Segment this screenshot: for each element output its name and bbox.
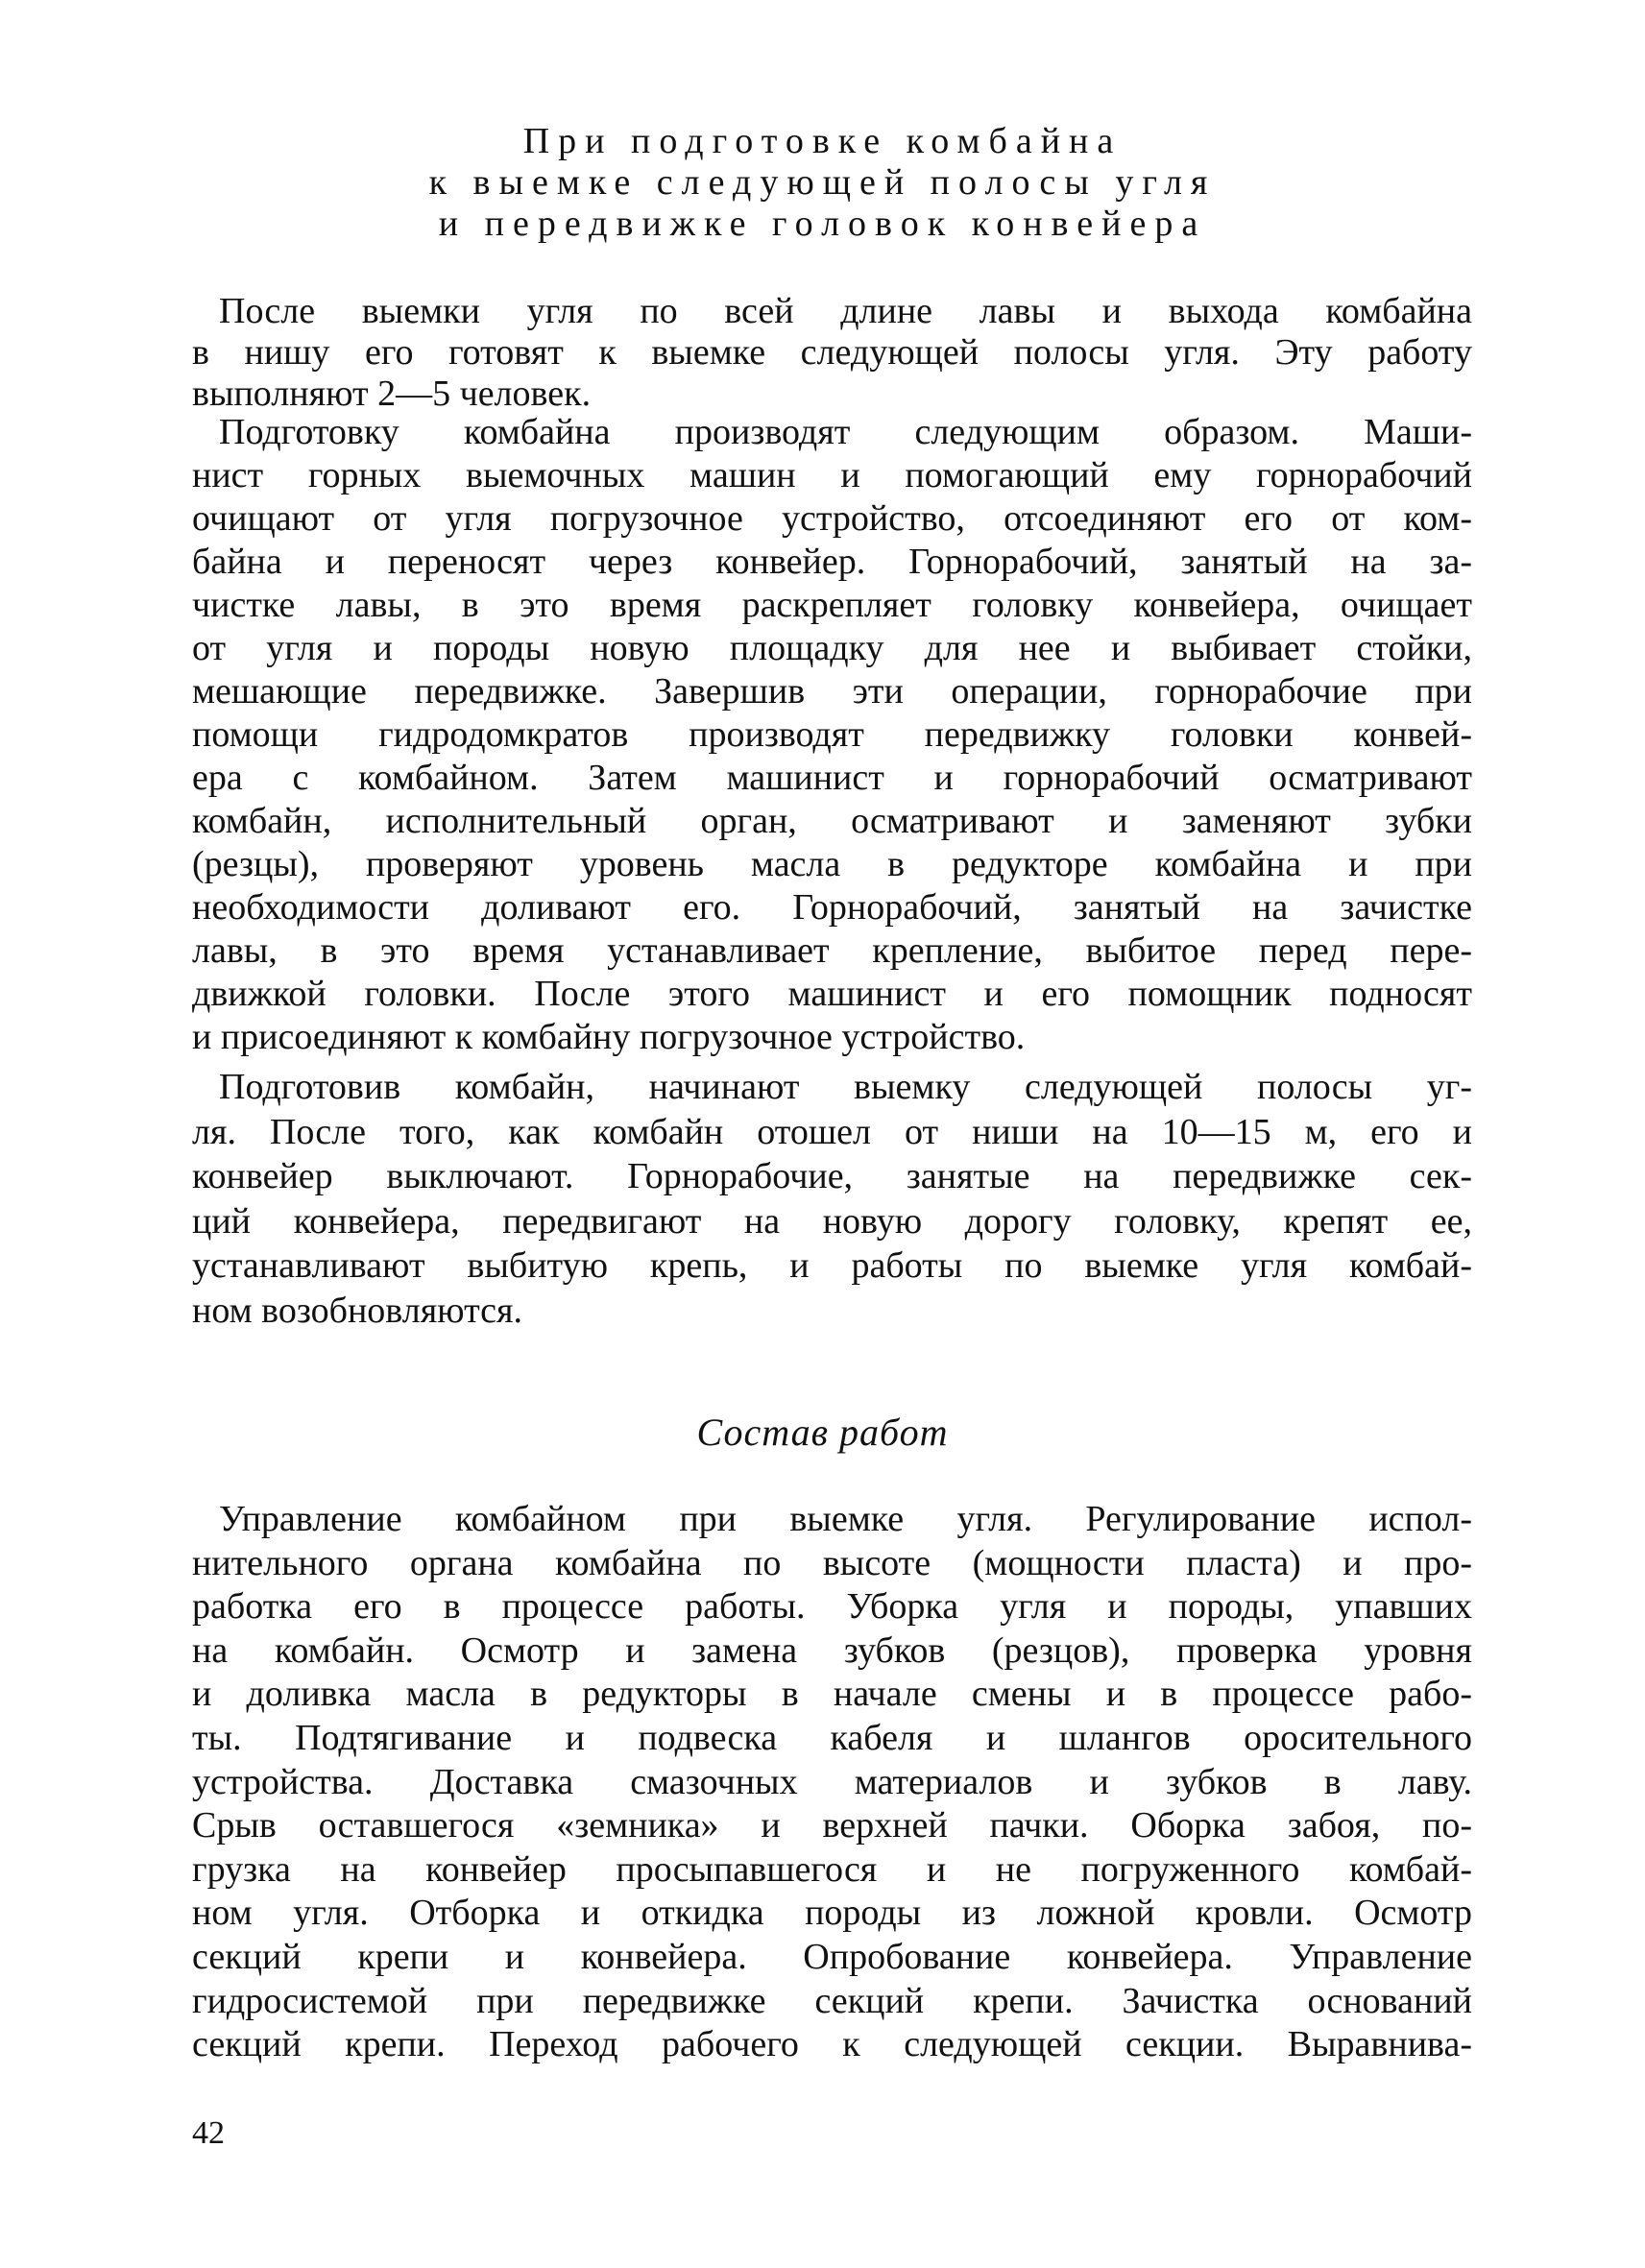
text-line: гидросистемой при передвижке секций крепи. Зачистка оснований xyxy=(192,1980,1472,2021)
text-line: ном угля. Отборка и откидка породы из ложной кровли. Осмотр xyxy=(192,1893,1472,1934)
text-line: ля. После того, как комбайн отошел от ниши на 10—15 м, его и xyxy=(192,1111,1472,1152)
text-line: ера с комбайном. Затем машинист и горнорабочий осматривают xyxy=(192,758,1472,798)
text-line: Подготовку комбайна производят следующим образом. Маши- xyxy=(219,412,1472,452)
page-number: 42 xyxy=(192,2115,225,2151)
text-line: помощи гидродомкратов производят передвижку головки конвей- xyxy=(192,714,1472,755)
paragraph-work-list xyxy=(192,1498,1472,2067)
text-line: Подготовив комбайн, начинают выемку следующей полосы уг- xyxy=(219,1067,1472,1107)
paragraph-3 xyxy=(192,1065,1472,1334)
text-line: необходимости доливают его. Горнорабочий, занятый на зачистке xyxy=(192,887,1472,928)
text-line: Управление комбайном при выемке угля. Регулирование испол- xyxy=(219,1499,1472,1539)
text-line: мешающие передвижке. Завершив эти операции, горнорабочие при xyxy=(192,671,1472,712)
text-line: нист горных выемочных машин и помогающий ему горнорабочий xyxy=(192,455,1472,495)
text-line: грузка на конвейер просыпавшегося и не погруженного комбай- xyxy=(192,1848,1472,1890)
text-line: на комбайн. Осмотр и замена зубков (резцов), проверка уровня xyxy=(192,1629,1472,1671)
text-line: секций крепи. Переход рабочего к следующей секции. Выравнива- xyxy=(192,2024,1472,2065)
text-line: работка его в процессе работы. Уборка угля и породы, упавших xyxy=(192,1586,1472,1628)
text-line: комбайн, исполнительный орган, осматривают и заменяют зубки xyxy=(192,801,1472,841)
text-line: и доливка масла в редукторы в начале смены и в процессе рабо- xyxy=(192,1674,1472,1715)
text-line: движкой головки. После этого машинист и его помощник подносят xyxy=(192,974,1472,1014)
section-title-line: к выемке следующей полосы угля xyxy=(428,162,1217,203)
section-title-line: и передвижке головок конвейера xyxy=(438,204,1207,244)
text-line: и присоединяют к комбайну погрузочное устройство. xyxy=(192,1017,1026,1057)
text-line: байна и переносят через конвейер. Горнорабочий, занятый на за- xyxy=(192,542,1472,582)
text-line: конвейер выключают. Горнорабочие, занятые на передвижке сек- xyxy=(192,1156,1472,1197)
text-line: (резцы), проверяют уровень масла в редукторе комбайна и при xyxy=(192,844,1472,884)
text-line: устройства. Доставка смазочных материалов и зубков в лаву. xyxy=(192,1761,1472,1802)
section-title-line: При подготовке комбайна xyxy=(522,121,1123,161)
section-heading-composition-of-work: Состав работ xyxy=(696,1411,949,1454)
text-line: нительного органа комбайна по высоте (мощности пласта) и про- xyxy=(192,1542,1472,1583)
paragraph-2 xyxy=(192,411,1472,1059)
paragraph-1 xyxy=(192,291,1472,415)
text-line: в нишу его готовят к выемке следующей полосы угля. Эту работу xyxy=(192,332,1472,373)
text-line: ты. Подтягивание и подвеска кабеля и шлангов оросительного xyxy=(192,1717,1472,1758)
text-line: выполняют 2—5 человек. xyxy=(192,374,592,414)
text-line: устанавливают выбитую крепь, и работы по выемке угля комбай- xyxy=(192,1245,1472,1287)
text-line: Срыв оставшегося «земника» и верхней пачки. Оборка забоя, по- xyxy=(192,1805,1472,1846)
text-line: от угля и породы новую площадку для нее и выбивает стойки, xyxy=(192,628,1472,668)
text-line: секций крепи и конвейера. Опробование конвейера. Управление xyxy=(192,1936,1472,1977)
text-line: ном возобновляются. xyxy=(192,1290,522,1331)
text-line: очищают от угля погрузочное устройство, отсоединяют его от ком- xyxy=(192,498,1472,539)
text-line: чистке лавы, в это время раскрепляет головку конвейера, очищает xyxy=(192,585,1472,625)
text-line: лавы, в это время устанавливает крепление, выбитое перед пере- xyxy=(192,930,1472,971)
text-line: После выемки угля по всей длине лавы и выхода комбайна xyxy=(219,291,1472,331)
text-line: ций конвейера, передвигают на новую дорогу головку, крепят ее, xyxy=(192,1200,1472,1242)
section-title xyxy=(0,121,1645,245)
